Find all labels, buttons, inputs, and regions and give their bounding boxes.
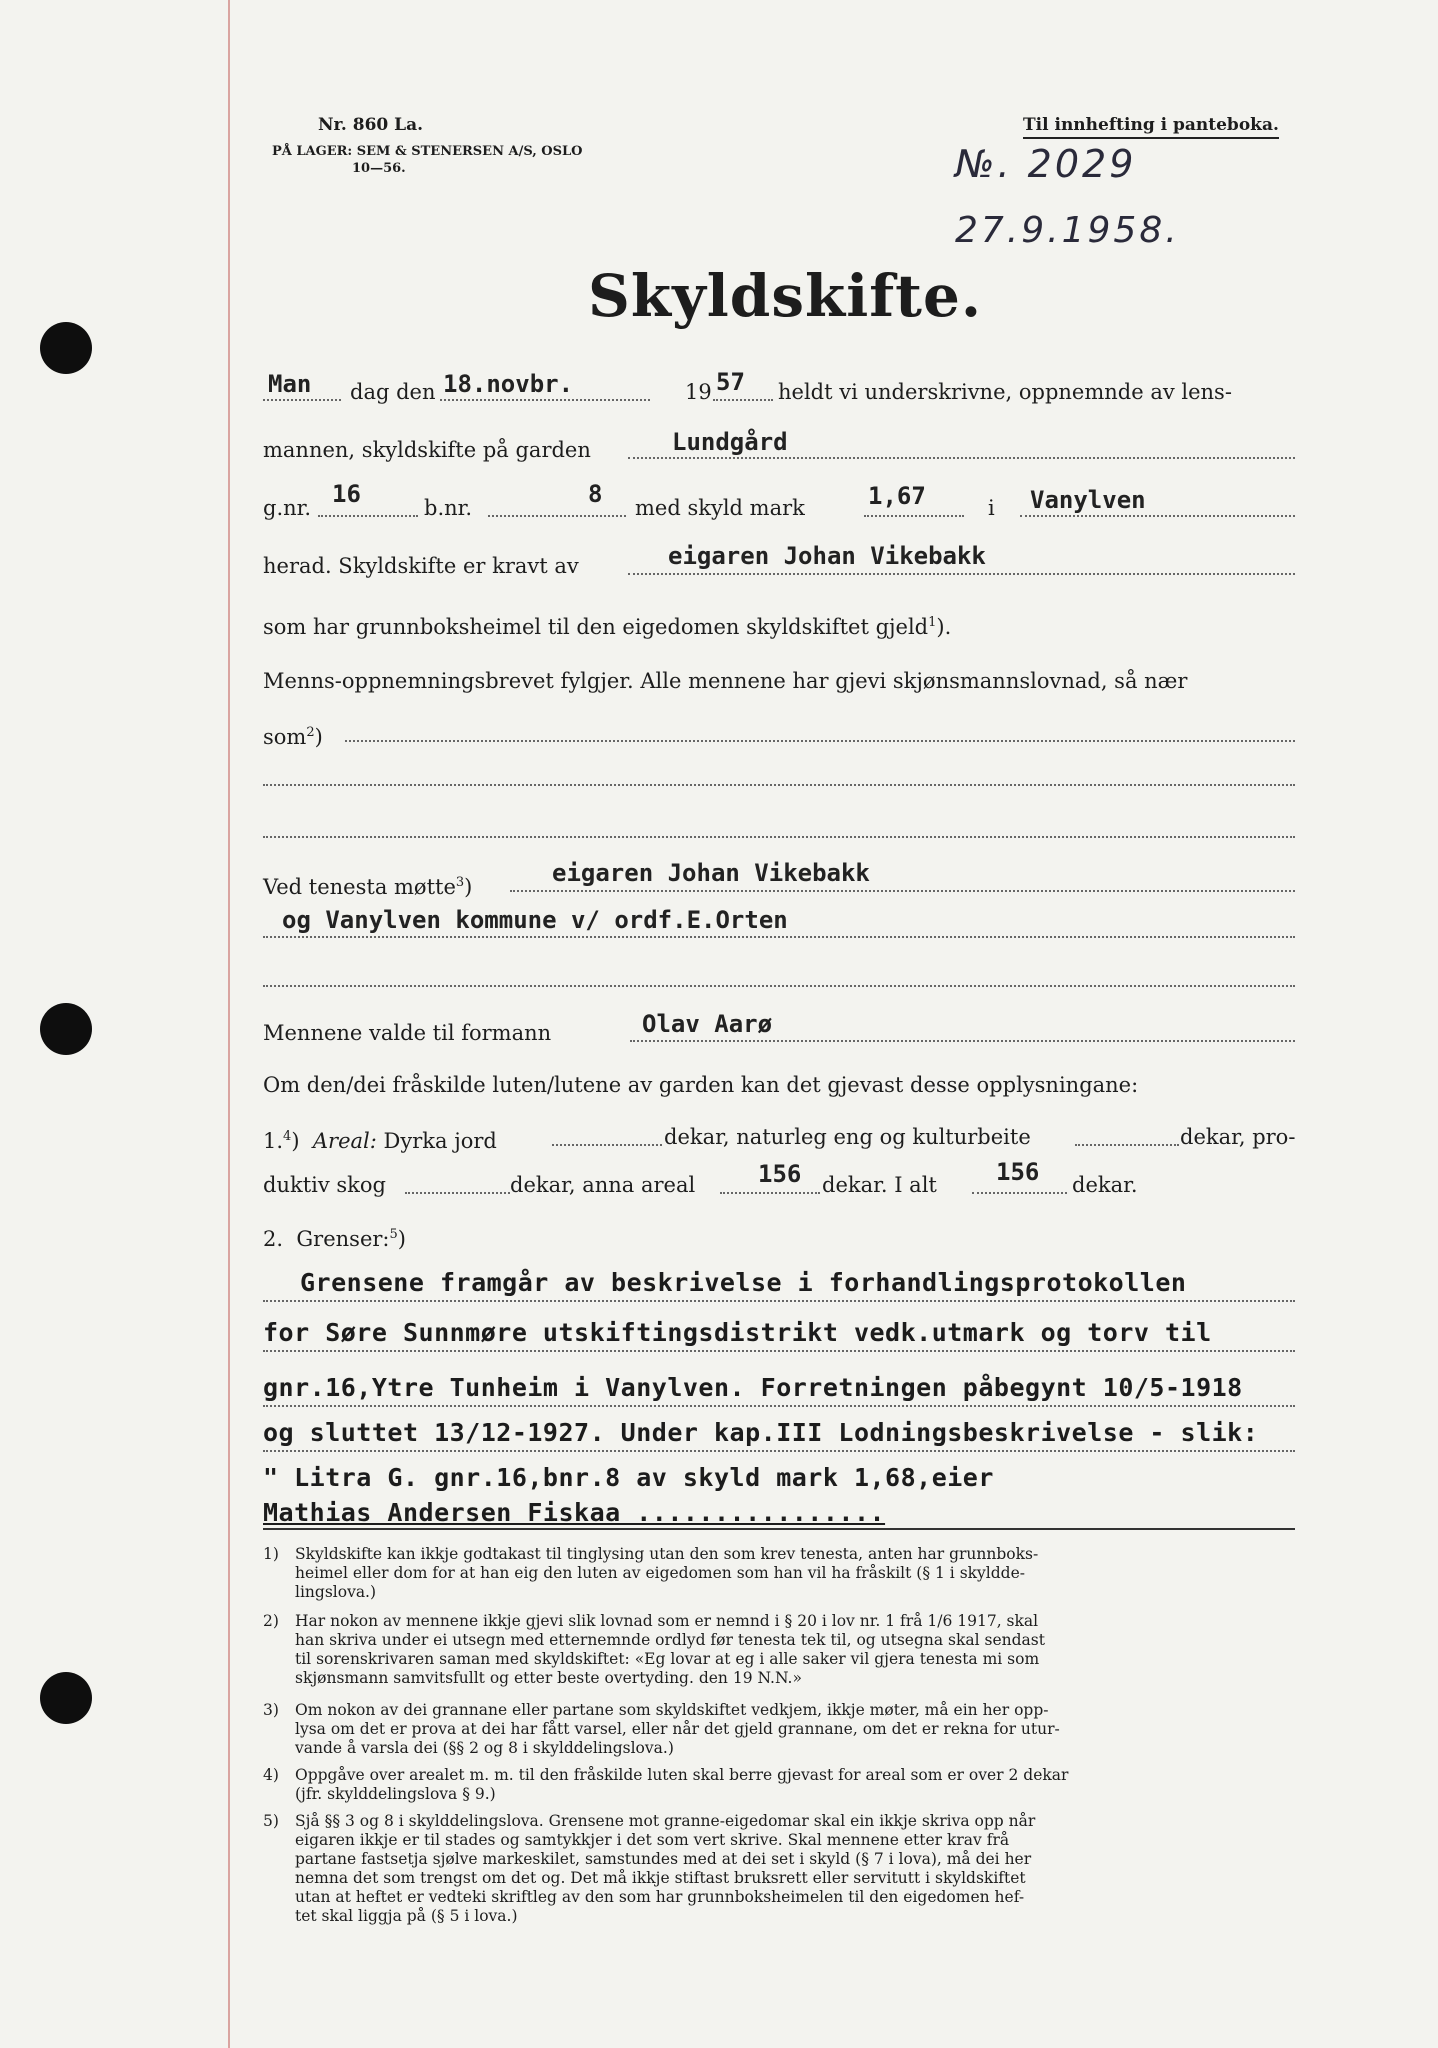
line6: Menns-oppnemningsbrevet fylgjer. Alle mennene har gjevi skjønsmannslovnad, så nær xyxy=(263,669,1188,693)
area-line-1: 1.$^4$) Areal: Dyrka jord xyxy=(263,1129,497,1153)
area-line-2b: dekar, anna areal xyxy=(510,1173,696,1197)
dotted-line xyxy=(510,890,1295,892)
herad-value: Vanylven xyxy=(1030,486,1146,514)
line2-pre: mannen, skyldskifte på garden xyxy=(263,438,591,462)
dotted-line xyxy=(628,457,1295,459)
day-value: Man xyxy=(268,370,312,398)
dotted-line xyxy=(720,1192,820,1194)
dotted-line xyxy=(263,784,1295,786)
year-prefix: 19 xyxy=(685,380,712,404)
borders-line-5: " Litra G. gnr.16,bnr.8 av skyld mark 1,68,eier xyxy=(263,1463,994,1492)
borders-label: 2. Grenser:$^5$) xyxy=(263,1227,406,1251)
dotted-line xyxy=(345,740,1295,742)
requester-value: eigaren Johan Vikebakk xyxy=(668,542,986,570)
right-note: Til innhefting i panteboka. xyxy=(1023,115,1279,139)
margin-line xyxy=(228,0,230,2048)
dotted-line xyxy=(628,573,1295,575)
bnr-value: 8 xyxy=(588,480,603,508)
chair-label: Mennene valde til formann xyxy=(263,1021,552,1045)
area-line-1c: dekar, pro- xyxy=(1180,1125,1296,1149)
bnr-label: b.nr. xyxy=(424,496,473,520)
punch-hole xyxy=(40,1672,92,1724)
dotted-line xyxy=(263,1450,1295,1452)
area-line-2a: duktiv skog xyxy=(263,1173,386,1197)
dotted-line xyxy=(263,1405,1295,1407)
in-label: i xyxy=(988,496,995,520)
dotted-line xyxy=(263,1350,1295,1352)
farm-value: Lundgård xyxy=(672,428,788,456)
dotted-line xyxy=(440,399,650,401)
stock-line: PÅ LAGER: SEM & STENERSEN A/S, OSLO xyxy=(272,144,583,159)
dotted-line xyxy=(263,399,341,401)
handwritten-doc-number: №. 2029 xyxy=(955,142,1137,186)
borders-line-1: Grensene framgår av beskrivelse i forhandlingsprotokollen xyxy=(300,1268,1187,1297)
gnr-label: g.nr. xyxy=(263,496,312,520)
met-value-1: eigaren Johan Vikebakk xyxy=(552,859,870,887)
punch-hole xyxy=(40,322,92,374)
dotted-line xyxy=(263,936,1295,938)
info-line: Om den/dei fråskilde luten/lutene av garden kan det gjevast desse opplysningane: xyxy=(263,1073,1139,1097)
other-area-value: 156 xyxy=(758,1160,802,1188)
dotted-line xyxy=(713,399,773,401)
footnote-1: 1) Skyldskifte kan ikkje godtakast til tinglysing utan den som krev tenesta, anten har grunnboks- heimel eller dom for at han eig den luten av eigedomen som han vil ha fråskilt (§ 1 i skyldde- lingslova.) xyxy=(263,1545,1039,1601)
dotted-line xyxy=(263,836,1295,838)
borders-line-2: for Søre Sunnmøre utskiftingsdistrikt vedk.utmark og torv til xyxy=(263,1318,1212,1347)
mark-label: med skyld mark xyxy=(635,496,805,520)
dotted-line xyxy=(972,1192,1067,1194)
footnote-2: 2) Har nokon av mennene ikkje gjevi slik lovnad som er nemnd i § 20 i lov nr. 1 frå 1/6 1917, skal han skriva under ei utsegn med etternemnde ordlyd før tenesta tek til, og utsegna skal sendast til sorenskrivaren saman med skyldskiftet: «Eg lovar at eg i alle saker vil gjera tenesta mi som skjønsmann samvitsfullt og etter beste overtyding. den 19 N.N.» xyxy=(263,1612,1045,1687)
dotted-line xyxy=(864,515,964,517)
met-label: Ved tenesta møtte$^3$) xyxy=(263,875,473,899)
total-area-value: 156 xyxy=(996,1158,1040,1186)
dotted-line xyxy=(488,515,626,517)
document-title: Skyldskifte. xyxy=(588,262,983,330)
dotted-line xyxy=(552,1144,662,1146)
area-line-2d: dekar. xyxy=(1072,1173,1138,1197)
dotted-line xyxy=(263,985,1295,987)
date-value: 18.novbr. xyxy=(443,370,574,398)
line1-post: heldt vi underskrivne, oppnemnde av lens- xyxy=(778,380,1232,404)
dotted-line xyxy=(263,1300,1295,1302)
footnote-rule xyxy=(263,1528,1295,1530)
year-value: 57 xyxy=(716,368,745,396)
punch-hole xyxy=(40,1003,92,1055)
borders-line-6: Mathias Andersen Fiskaa ................ xyxy=(263,1498,886,1527)
chair-value: Olav Aarø xyxy=(642,1010,773,1038)
footnote-4: 4) Oppgåve over arealet m. m. til den fråskilde luten skal berre gjevast for areal som er over 2 dekar (jfr. skylddelingslova § 9.) xyxy=(263,1766,1069,1803)
line4-pre: herad. Skyldskifte er kravt av xyxy=(263,554,579,578)
form-number: Nr. 860 La. xyxy=(318,115,424,135)
line5: som har grunnboksheimel til den eigedomen skyldskiftet gjeld$^1$). xyxy=(263,615,952,639)
handwritten-date: 27.9.1958. xyxy=(955,210,1180,251)
met-value-2: og Vanylven kommune v/ ordf.E.Orten xyxy=(282,906,788,934)
dotted-line xyxy=(630,1040,1295,1042)
line1-pre: dag den xyxy=(350,380,436,404)
stock-date: 10—56. xyxy=(352,161,406,176)
dotted-line xyxy=(1020,515,1295,517)
line7: som$^2$) xyxy=(263,725,323,749)
dotted-line xyxy=(405,1192,510,1194)
footnote-5: 5) Sjå §§ 3 og 8 i skylddelingslova. Grensene mot granne-eigedomar skal ein ikkje skriva opp når eigaren ikkje er til stades og samtykkjer i det som vert skrive. Skal mennene etter krav frå partane fastsetja sjølve markeskilet, samstundes med at dei set i skyld (§ 7 i lova), må dei her nemna det som trengst om det og. Det må ikkje stiftast bruksrett eller servitutt i skyldskiftet utan at heftet er vedteki skriftleg av den som har grunnboksheimelen til den eigedomen hef- tet skal liggja på (§ 5 i lova.) xyxy=(263,1812,1036,1925)
dotted-line xyxy=(1075,1144,1179,1146)
footnote-3: 3) Om nokon av dei grannane eller partane som skyldskiftet vedkjem, ikkje møter, må ein her opp- lysa om det er prova at dei har fått varsel, eller når det gjeld grannane, om det er rekna for utur- vande å varsla dei (§§ 2 og 8 i skylddelingslova.) xyxy=(263,1701,1060,1757)
gnr-value: 16 xyxy=(332,480,361,508)
dotted-line xyxy=(318,515,418,517)
area-line-1b: dekar, naturleg eng og kulturbeite xyxy=(664,1125,1031,1149)
borders-line-4: og sluttet 13/12-1927. Under kap.III Lodningsbeskrivelse - slik: xyxy=(263,1418,1259,1447)
mark-value: 1,67 xyxy=(868,482,926,510)
area-line-2c: dekar. I alt xyxy=(822,1173,937,1197)
borders-line-3: gnr.16,Ytre Tunheim i Vanylven. Forretningen påbegynt 10/5-1918 xyxy=(263,1373,1243,1402)
